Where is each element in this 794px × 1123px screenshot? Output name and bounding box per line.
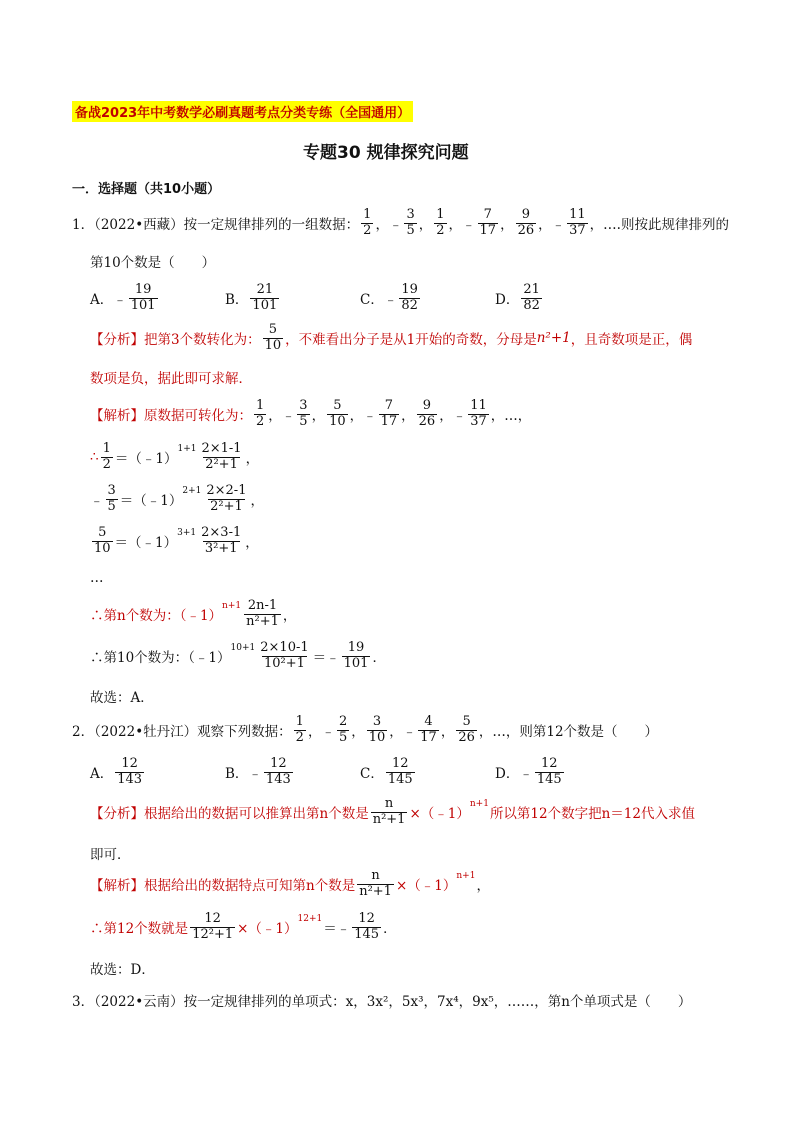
q2-calc-lead: ∴第12个数就是 (90, 921, 189, 937)
q1-seq-comma: ， (375, 217, 389, 233)
q1-sol-seq-fraction: $\frac{11}{37}$ (470, 397, 487, 429)
q1-stem-line2: 第10个数是（ ） (90, 255, 216, 271)
q1-seq-fraction: $\frac{9}{26}$ (517, 206, 535, 238)
q1-prefix: 1．（2022•西藏）按一定规律排列的一组数据： (72, 217, 360, 233)
q2-option-label: B．﹣ (225, 766, 262, 782)
q1-eq1-tail: ， (245, 451, 260, 467)
q1-eq1-power: 1+1 (177, 444, 197, 454)
q2-analysis-power: n+1 (469, 799, 489, 809)
q1-eq2-left-fraction: $\frac{3}{5}$ (107, 482, 116, 514)
q2-solution-fraction: $\frac{n}{\text{n²+1}}$ (359, 867, 392, 899)
q1-analysis-fraction: $\frac{5}{10}$ (264, 321, 282, 353)
q1-nth-tail: ， (282, 608, 297, 624)
q1-seq-sign: ﹣ (388, 217, 403, 233)
q2-seq-comma: ， (307, 724, 322, 740)
q1-nth-lead: ∴第n个数为：（﹣1） (90, 608, 223, 624)
q1-ellipsis: … (90, 570, 104, 586)
q1-sol-seq-fraction: $\frac{7}{17}$ (380, 397, 398, 429)
q2-seq-comma: ， (440, 724, 455, 740)
q1-eq2-middle: ＝（﹣1） (119, 493, 183, 509)
q1-option-fraction: $\frac{19}{101}$ (130, 281, 156, 313)
q1-analysis (90, 318, 692, 358)
q2-calc-tail: ． (383, 921, 397, 937)
q2-seq-fraction: $\frac{4}{17}$ (420, 713, 437, 745)
q1-eq3-tail: ， (245, 535, 259, 551)
q2-option-fraction: $\frac{12}{143}$ (117, 755, 143, 787)
q2-options (90, 752, 650, 792)
q2-answer: 故选：D． (90, 962, 155, 978)
q1-seq-sign: ﹣ (551, 217, 566, 233)
q1-option-fraction: $\frac{21}{82}$ (523, 281, 540, 313)
q1-analysis-line2: 数项是负，据此即可求解． (90, 371, 252, 387)
q1-option[interactable] (90, 283, 225, 314)
q1-seq-fraction: $\frac{1}{2}$ (363, 206, 372, 238)
q2-seq-sign: ﹣ (321, 724, 335, 740)
q2-seq-fraction: $\frac{1}{2}$ (295, 713, 304, 745)
q1-sequence (359, 208, 589, 239)
q1-answer: 故选：A． (90, 690, 154, 706)
q1-eq2-tail: ， (250, 493, 264, 509)
q1-sol-seq-sign: ﹣ (452, 408, 467, 424)
q2-suffix: ，…，则第12个数是（ ） (478, 724, 659, 740)
q1-tenth-answer: $\frac{19}{101}$ (343, 639, 369, 671)
q1-nth-term (90, 594, 296, 634)
q2-option-label: C． (360, 766, 384, 782)
q2-seq-fraction: $\frac{2}{5}$ (338, 713, 348, 745)
q1-eq3-left-fraction: $\frac{5}{10}$ (94, 524, 111, 556)
q1-option[interactable] (360, 283, 495, 314)
page-title: 专题30 规律探究问题 (303, 143, 469, 163)
q3-stem: 3．（2022•云南）按一定规律排列的单项式：x，3x²，5x³，7x⁴，9x⁵，……，第n个单项式是（ ） (72, 994, 692, 1010)
q2-option-label: D．﹣ (495, 766, 533, 782)
q2-analysis-fraction: $\frac{n}{\text{n²+1}}$ (372, 795, 406, 827)
q1-option-label: A．﹣ (90, 292, 127, 308)
q2-prefix: 2．（2022•牡丹江）观察下列数据： (72, 724, 292, 740)
q1-sol-seq-comma: ， (401, 408, 415, 424)
q1-tenth-equals: ＝﹣ (312, 650, 340, 666)
q2-analysis (90, 792, 695, 832)
q2-solution-text: 【解析】根据给出的数据特点可知第n个数是 (90, 878, 356, 894)
q2-calc-text: ×（﹣1） (237, 921, 298, 937)
q2-calc-answer: $\frac{12}{145}$ (354, 910, 380, 942)
q1-seq-comma: ， (538, 217, 552, 233)
q2-seq-comma: ， (351, 724, 365, 740)
q1-solution-suffix: ，…， (490, 408, 532, 424)
q2-seq-fraction: $\frac{5}{26}$ (458, 713, 475, 745)
q2-option[interactable] (360, 757, 495, 788)
q1-eq3-middle: ＝（﹣1） (114, 535, 178, 551)
q1-solution (90, 394, 531, 434)
q1-sol-seq-fraction: $\frac{9}{26}$ (418, 397, 436, 429)
q2-calc-equals: ＝﹣ (323, 921, 351, 937)
q1-sol-seq-fraction: $\frac{3}{5}$ (299, 397, 308, 429)
q1-tenth-fraction: $\frac{2\times 10-1}{\text{10²+1}}$ (260, 639, 309, 671)
q1-eq2-power: 2+1 (182, 486, 202, 496)
q2-calculation (90, 907, 397, 947)
q1-solution-label: 【解析】原数据可转化为： (90, 408, 252, 424)
q1-equation-1 (90, 437, 259, 477)
q2-option[interactable] (225, 757, 360, 788)
q1-seq-fraction: $\frac{1}{2}$ (436, 206, 445, 238)
q1-options (90, 278, 650, 318)
q1-seq-comma: ， (448, 217, 463, 233)
q1-eq1-lead: ∴ (90, 449, 99, 465)
q1-eq2-right-fraction: $\frac{2\times 2-1}{\text{2²+1}}$ (206, 482, 247, 514)
q1-seq-comma: ， (418, 217, 433, 233)
q1-sol-seq-comma: ， (311, 408, 326, 424)
q1-tenth-power: 10+1 (230, 643, 256, 653)
q2-solution (90, 864, 490, 904)
q1-eq2-lead: ﹣ (90, 493, 104, 509)
q2-seq-comma: ， (389, 724, 403, 740)
q2-option[interactable] (495, 757, 630, 788)
q1-solution-sequence (252, 399, 491, 430)
q1-analysis-text-2: ，不难看出分子是从1开始的奇数，分母是 (285, 332, 537, 348)
q1-nth-power: n+1 (222, 601, 242, 611)
q2-calc-power: 12+1 (297, 914, 323, 924)
q1-tenth-term (90, 636, 386, 676)
q1-tenth-tail: ． (372, 650, 386, 666)
q1-option-fraction: $\frac{19}{82}$ (401, 281, 418, 313)
q1-seq-sign: ﹣ (462, 217, 476, 233)
q2-solution-tail: ， (476, 878, 490, 894)
q2-seq-fraction: $\frac{3}{10}$ (368, 713, 386, 745)
q2-option[interactable] (90, 757, 225, 788)
q2-analysis-text-2: ×（﹣1） (409, 806, 470, 822)
q1-sol-seq-comma: ， (349, 408, 364, 424)
q1-eq3-right-fraction: $\frac{2\times 3-1}{\text{3²+1}}$ (201, 524, 242, 556)
q2-stem (72, 710, 658, 750)
section-heading: 一．选择题（共10小题） (72, 182, 221, 197)
q1-eq3-power: 3+1 (177, 528, 197, 538)
q1-sol-seq-comma: ， (268, 408, 282, 424)
q2-option-fraction: $\frac{12}{145}$ (387, 755, 413, 787)
q2-solution-text-2: ×（﹣1） (395, 878, 457, 894)
q2-sequence (292, 715, 479, 746)
q1-sol-seq-fraction: $\frac{1}{2}$ (256, 397, 265, 429)
q1-equation-3 (90, 521, 259, 561)
q1-seq-comma: ， (500, 217, 514, 233)
q1-option[interactable] (225, 283, 360, 314)
q1-nth-fraction: $\frac{2n-1}{\text{n²+1}}$ (246, 597, 279, 629)
q2-seq-sign: ﹣ (402, 724, 417, 740)
q1-seq-fraction: $\frac{3}{5}$ (406, 206, 415, 238)
q1-eq1-left-fraction: $\frac{1}{2}$ (102, 440, 111, 472)
q2-calc-fraction: $\frac{12}{\text{12²+1}}$ (192, 910, 234, 942)
banner: 备战2023年中考数学必刷真题考点分类专练（全国通用） (72, 101, 413, 122)
q1-analysis-formula: n²+1 (536, 330, 571, 346)
q1-equation-2 (90, 479, 264, 519)
q1-eq1-middle: ＝（﹣1） (114, 451, 178, 467)
q1-sol-seq-sign: ﹣ (363, 408, 377, 424)
q1-tenth-lead: ∴第10个数为：（﹣1） (90, 650, 231, 666)
q1-option-label: D． (495, 292, 520, 308)
q1-sol-seq-fraction: $\frac{5}{10}$ (329, 397, 346, 429)
q2-analysis-line2: 即可． (90, 847, 131, 863)
q1-eq1-right-fraction: $\frac{2\times 1-1}{\text{2²+1}}$ (201, 440, 242, 472)
q2-option-fraction: $\frac{12}{145}$ (536, 755, 562, 787)
q1-suffix: ，….则按此规律排列的 (589, 217, 729, 233)
q1-option-label: B． (225, 292, 249, 308)
q1-option-fraction: $\frac{21}{101}$ (252, 281, 278, 313)
q1-seq-fraction: $\frac{7}{17}$ (479, 206, 497, 238)
q1-option-label: C．﹣ (360, 292, 398, 308)
q2-solution-power: n+1 (456, 871, 476, 881)
q2-analysis-text-3: 所以第12个数字把n＝12代入求值 (489, 806, 695, 822)
q1-analysis-text-3: ，且奇数项是正，偶 (570, 332, 693, 348)
q1-option[interactable] (495, 283, 630, 314)
q2-option-label: A． (90, 766, 114, 782)
q2-option-fraction: $\frac{12}{143}$ (265, 755, 291, 787)
q1-seq-fraction: $\frac{11}{37}$ (569, 206, 586, 238)
q1-sol-seq-sign: ﹣ (281, 408, 296, 424)
q1-stem (72, 203, 729, 243)
q1-analysis-text: 【分析】把第3个数转化为： (90, 332, 261, 348)
q1-sol-seq-comma: ， (439, 408, 453, 424)
q2-analysis-text: 【分析】根据给出的数据可以推算出第n个数是 (90, 806, 369, 822)
